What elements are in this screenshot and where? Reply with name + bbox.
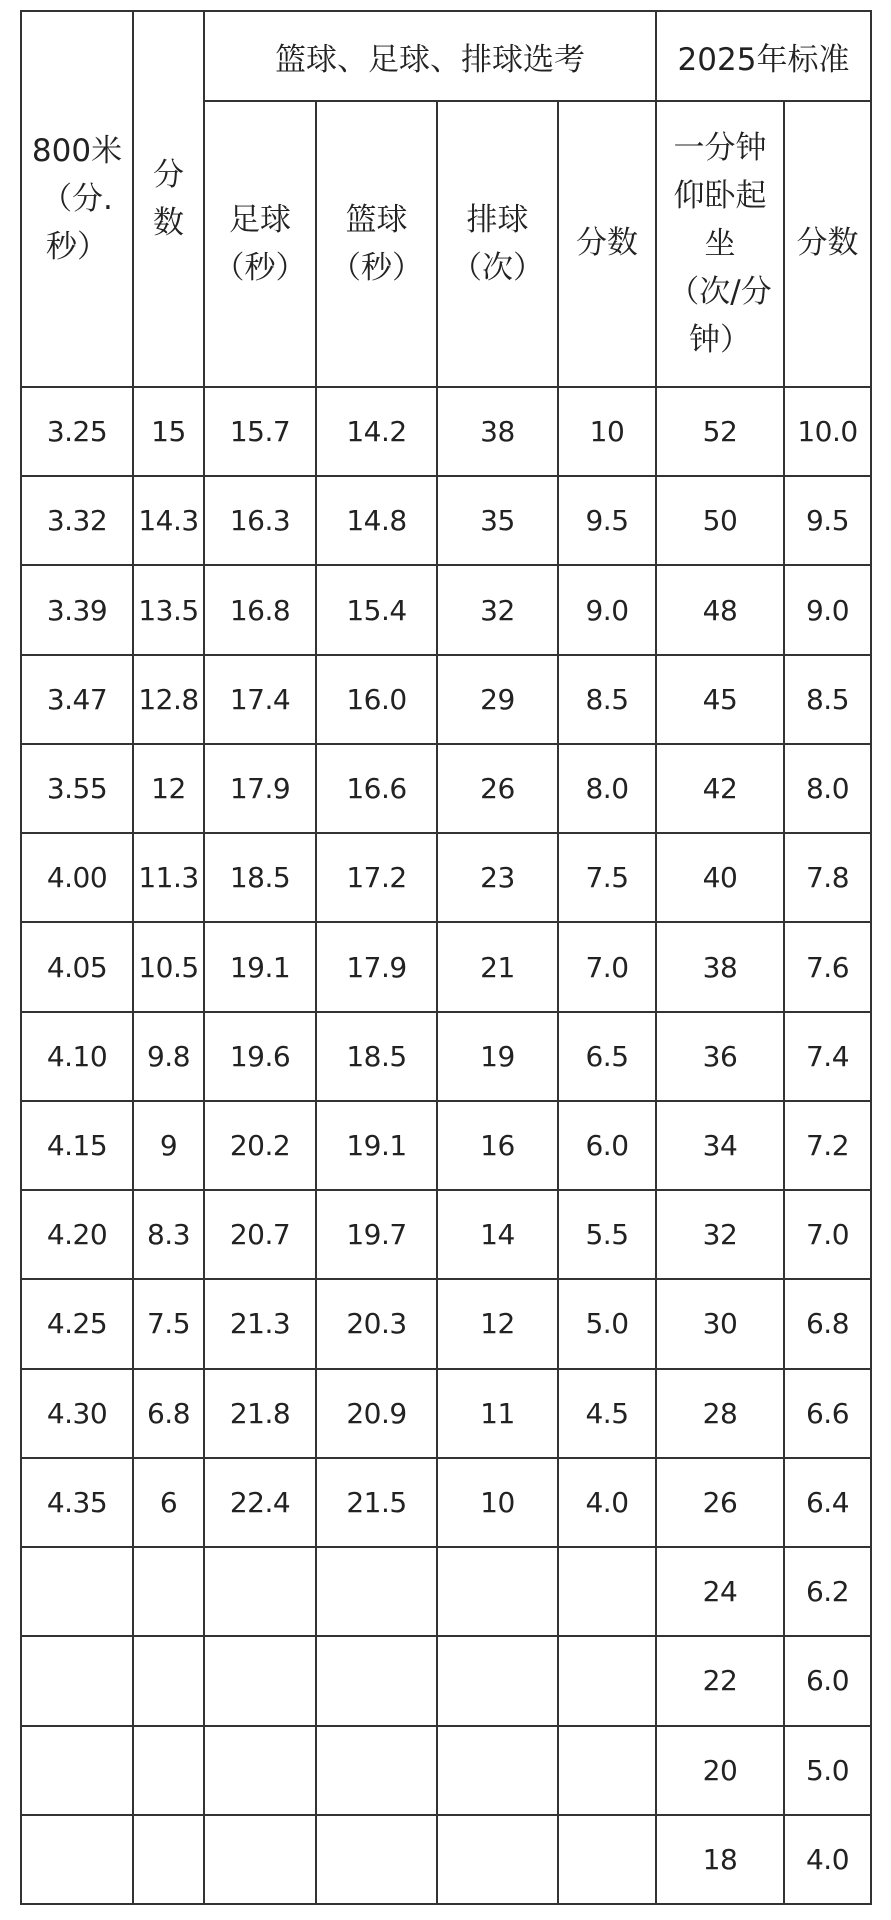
cell-football: 19.6 <box>204 1012 316 1101</box>
cell-ball-score <box>558 1547 656 1636</box>
cell-situps-score: 7.2 <box>784 1101 871 1190</box>
cell-basketball <box>316 1636 437 1725</box>
cell-situps-score: 10.0 <box>784 387 871 476</box>
cell-ball-score: 4.5 <box>558 1369 656 1458</box>
cell-situps-score: 4.0 <box>784 1815 871 1904</box>
cell-football: 18.5 <box>204 833 316 922</box>
cell-situps: 32 <box>656 1190 784 1279</box>
header-score: 分 数 <box>133 11 204 387</box>
cell-situps-score: 6.4 <box>784 1458 871 1547</box>
cell-volleyball: 12 <box>437 1279 558 1368</box>
cell-volleyball: 16 <box>437 1101 558 1190</box>
cell-volleyball: 10 <box>437 1458 558 1547</box>
cell-ball-score: 8.0 <box>558 744 656 833</box>
cell-run-score: 15 <box>133 387 204 476</box>
header-ball-score: 分数 <box>558 101 656 387</box>
cell-basketball: 17.2 <box>316 833 437 922</box>
cell-volleyball <box>437 1547 558 1636</box>
cell-football: 16.3 <box>204 476 316 565</box>
cell-situps: 38 <box>656 922 784 1011</box>
cell-basketball: 19.1 <box>316 1101 437 1190</box>
cell-run-score: 7.5 <box>133 1279 204 1368</box>
cell-situps: 42 <box>656 744 784 833</box>
cell-situps: 48 <box>656 565 784 654</box>
cell-volleyball: 11 <box>437 1369 558 1458</box>
cell-situps: 40 <box>656 833 784 922</box>
cell-run-score <box>133 1547 204 1636</box>
cell-ball-score: 4.0 <box>558 1458 656 1547</box>
header-800m: 800米 （分. 秒） <box>21 11 133 387</box>
cell-situps: 18 <box>656 1815 784 1904</box>
cell-run-800m: 4.25 <box>21 1279 133 1368</box>
cell-football: 19.1 <box>204 922 316 1011</box>
cell-football: 17.9 <box>204 744 316 833</box>
cell-run-score: 14.3 <box>133 476 204 565</box>
cell-run-score <box>133 1636 204 1725</box>
cell-situps: 50 <box>656 476 784 565</box>
cell-run-score: 9.8 <box>133 1012 204 1101</box>
table-body <box>21 387 871 1904</box>
cell-football <box>204 1636 316 1725</box>
cell-football: 17.4 <box>204 655 316 744</box>
cell-ball-score: 5.5 <box>558 1190 656 1279</box>
cell-situps-score: 6.6 <box>784 1369 871 1458</box>
cell-basketball <box>316 1815 437 1904</box>
cell-volleyball: 35 <box>437 476 558 565</box>
header-basketball: 篮球 （秒） <box>316 101 437 387</box>
cell-situps-score: 5.0 <box>784 1726 871 1815</box>
table-row <box>21 476 871 565</box>
cell-situps-score: 7.0 <box>784 1190 871 1279</box>
cell-volleyball <box>437 1636 558 1725</box>
cell-run-score: 9 <box>133 1101 204 1190</box>
cell-run-score <box>133 1726 204 1815</box>
cell-run-800m: 4.35 <box>21 1458 133 1547</box>
cell-run-score: 13.5 <box>133 565 204 654</box>
header-2025-standard: 2025年标准 <box>656 11 871 101</box>
cell-ball-score: 9.0 <box>558 565 656 654</box>
cell-football: 20.7 <box>204 1190 316 1279</box>
cell-ball-score: 7.0 <box>558 922 656 1011</box>
table-row <box>21 1547 871 1636</box>
cell-football: 16.8 <box>204 565 316 654</box>
cell-football: 21.3 <box>204 1279 316 1368</box>
table-row <box>21 1012 871 1101</box>
cell-situps: 45 <box>656 655 784 744</box>
cell-situps: 28 <box>656 1369 784 1458</box>
cell-basketball: 16.0 <box>316 655 437 744</box>
cell-situps-score: 9.0 <box>784 565 871 654</box>
cell-basketball: 14.8 <box>316 476 437 565</box>
table-row <box>21 1458 871 1547</box>
cell-situps-score: 8.0 <box>784 744 871 833</box>
table-row <box>21 1101 871 1190</box>
cell-run-800m <box>21 1726 133 1815</box>
cell-situps: 30 <box>656 1279 784 1368</box>
header-situps-score: 分数 <box>784 101 871 387</box>
cell-basketball <box>316 1547 437 1636</box>
cell-basketball: 17.9 <box>316 922 437 1011</box>
table-row <box>21 387 871 476</box>
cell-run-score: 6.8 <box>133 1369 204 1458</box>
cell-volleyball: 14 <box>437 1190 558 1279</box>
cell-volleyball <box>437 1726 558 1815</box>
table-row <box>21 655 871 744</box>
cell-run-800m: 3.25 <box>21 387 133 476</box>
table-row <box>21 565 871 654</box>
cell-basketball: 20.9 <box>316 1369 437 1458</box>
cell-situps-score: 7.6 <box>784 922 871 1011</box>
cell-football: 15.7 <box>204 387 316 476</box>
cell-ball-score: 8.5 <box>558 655 656 744</box>
cell-run-800m: 4.15 <box>21 1101 133 1190</box>
cell-run-score: 11.3 <box>133 833 204 922</box>
cell-situps: 24 <box>656 1547 784 1636</box>
header-football: 足球 （秒） <box>204 101 316 387</box>
cell-volleyball: 21 <box>437 922 558 1011</box>
cell-situps: 20 <box>656 1726 784 1815</box>
cell-ball-score: 9.5 <box>558 476 656 565</box>
cell-run-800m: 4.00 <box>21 833 133 922</box>
cell-run-800m: 4.05 <box>21 922 133 1011</box>
cell-run-800m: 3.55 <box>21 744 133 833</box>
cell-basketball: 19.7 <box>316 1190 437 1279</box>
table-row <box>21 833 871 922</box>
table-row <box>21 744 871 833</box>
cell-run-800m <box>21 1636 133 1725</box>
cell-run-800m: 4.10 <box>21 1012 133 1101</box>
cell-situps-score: 6.2 <box>784 1547 871 1636</box>
cell-football: 21.8 <box>204 1369 316 1458</box>
cell-run-800m: 3.39 <box>21 565 133 654</box>
table-row <box>21 1636 871 1725</box>
cell-situps-score: 7.4 <box>784 1012 871 1101</box>
cell-volleyball: 32 <box>437 565 558 654</box>
cell-football: 22.4 <box>204 1458 316 1547</box>
cell-situps: 52 <box>656 387 784 476</box>
cell-situps-score: 6.0 <box>784 1636 871 1725</box>
cell-volleyball: 29 <box>437 655 558 744</box>
cell-run-800m <box>21 1815 133 1904</box>
cell-run-800m: 3.47 <box>21 655 133 744</box>
cell-football <box>204 1547 316 1636</box>
cell-situps-score: 6.8 <box>784 1279 871 1368</box>
cell-run-800m: 4.30 <box>21 1369 133 1458</box>
cell-situps: 36 <box>656 1012 784 1101</box>
cell-ball-score: 6.0 <box>558 1101 656 1190</box>
cell-run-score: 6 <box>133 1458 204 1547</box>
cell-volleyball <box>437 1815 558 1904</box>
cell-football <box>204 1726 316 1815</box>
cell-run-800m: 4.20 <box>21 1190 133 1279</box>
cell-ball-score: 7.5 <box>558 833 656 922</box>
cell-situps-score: 8.5 <box>784 655 871 744</box>
cell-volleyball: 38 <box>437 387 558 476</box>
header-situps: 一分钟 仰卧起 坐 （次/分 钟） <box>656 101 784 387</box>
header-volleyball: 排球 （次） <box>437 101 558 387</box>
table-row <box>21 1815 871 1904</box>
cell-run-score: 12.8 <box>133 655 204 744</box>
cell-run-800m: 3.32 <box>21 476 133 565</box>
cell-volleyball: 26 <box>437 744 558 833</box>
score-standards-table <box>20 10 872 1905</box>
cell-ball-score <box>558 1815 656 1904</box>
cell-run-score: 8.3 <box>133 1190 204 1279</box>
cell-basketball: 16.6 <box>316 744 437 833</box>
cell-ball-score: 10 <box>558 387 656 476</box>
cell-basketball: 18.5 <box>316 1012 437 1101</box>
cell-volleyball: 23 <box>437 833 558 922</box>
cell-ball-score: 6.5 <box>558 1012 656 1101</box>
cell-basketball: 20.3 <box>316 1279 437 1368</box>
header-ball-group: 篮球、足球、排球选考 <box>204 11 656 101</box>
cell-football <box>204 1815 316 1904</box>
table-row <box>21 1369 871 1458</box>
cell-basketball: 21.5 <box>316 1458 437 1547</box>
cell-run-score: 12 <box>133 744 204 833</box>
table-row <box>21 1279 871 1368</box>
cell-situps-score: 7.8 <box>784 833 871 922</box>
table-row <box>21 1726 871 1815</box>
cell-ball-score <box>558 1636 656 1725</box>
header-row-top <box>21 11 871 101</box>
cell-basketball <box>316 1726 437 1815</box>
table-row <box>21 922 871 1011</box>
cell-ball-score: 5.0 <box>558 1279 656 1368</box>
cell-situps: 26 <box>656 1458 784 1547</box>
cell-run-800m <box>21 1547 133 1636</box>
cell-situps: 22 <box>656 1636 784 1725</box>
cell-situps: 34 <box>656 1101 784 1190</box>
cell-ball-score <box>558 1726 656 1815</box>
cell-situps-score: 9.5 <box>784 476 871 565</box>
cell-volleyball: 19 <box>437 1012 558 1101</box>
table-row <box>21 1190 871 1279</box>
cell-basketball: 15.4 <box>316 565 437 654</box>
cell-football: 20.2 <box>204 1101 316 1190</box>
cell-run-score: 10.5 <box>133 922 204 1011</box>
cell-run-score <box>133 1815 204 1904</box>
score-table-container <box>20 10 870 1905</box>
cell-basketball: 14.2 <box>316 387 437 476</box>
